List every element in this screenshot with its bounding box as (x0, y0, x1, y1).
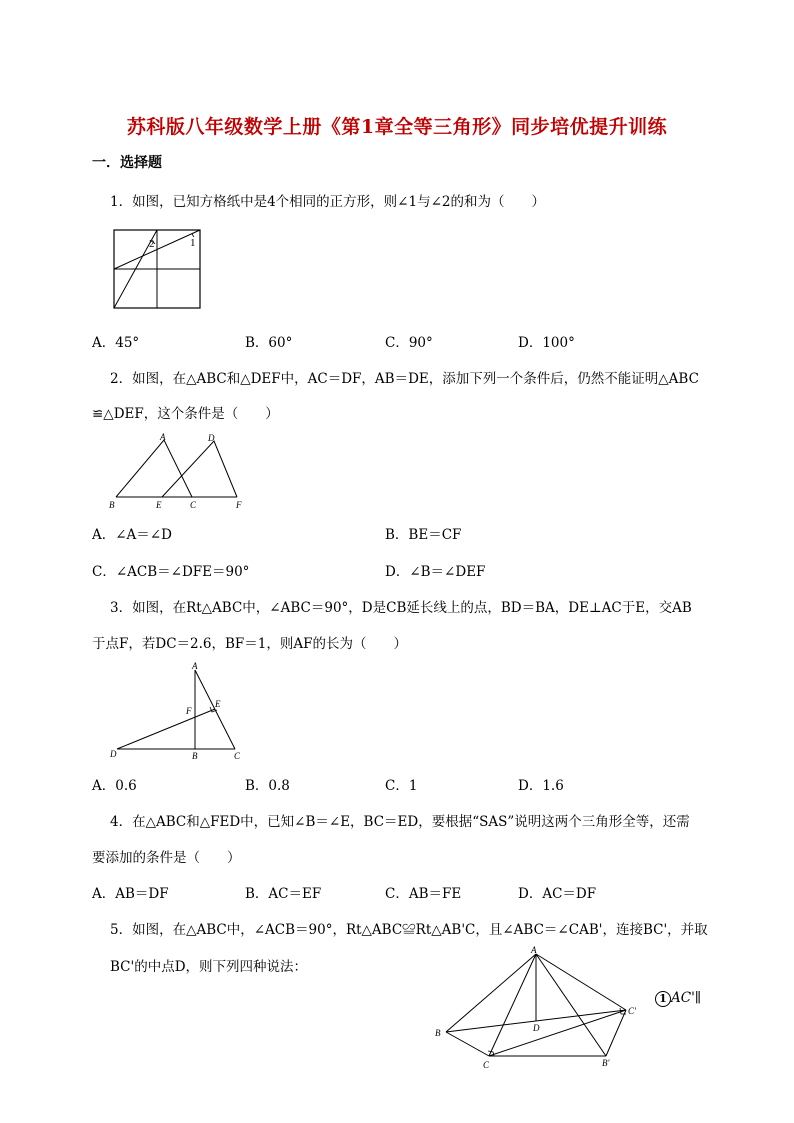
q4-option-d[interactable]: D．AC＝DF (518, 886, 597, 902)
question-2-line-1: 2．如图，在△ABC和△DEF中，AC＝DF，AB＝DE，添加下列一个条件后，仍然不能证明△ABC (110, 371, 699, 387)
q3-label-c: C (234, 751, 241, 761)
segment-ac (489, 954, 536, 1056)
segment-cc-prime (489, 1010, 626, 1056)
question-5-line-2: BC'的中点D，则下列四种说法： (110, 959, 308, 975)
q4-option-a[interactable]: A．AB＝DF (92, 886, 169, 902)
statement-1 (655, 990, 701, 1007)
q2-option-d[interactable]: D．∠B＝∠DEF (385, 564, 486, 580)
q2-label-c: C (190, 500, 197, 510)
q3-label-e: E (215, 699, 221, 709)
q1-option-d[interactable]: D．100° (518, 335, 575, 351)
segment-b-prime-c-prime (606, 1010, 626, 1056)
q4-option-c[interactable]: C．AB＝FE (385, 886, 462, 902)
section-heading: 一．选择题 (92, 155, 162, 171)
q3-label-f: F (186, 706, 192, 716)
question-5-line-1: 5．如图，在△ABC中，∠ACB＝90°，Rt△ABC≌Rt△AB'C，且∠ABC＝∠CAB'，连接BC'，并取 (110, 922, 708, 938)
question-2-figure (104, 430, 254, 512)
q5-label-b: B (435, 1028, 441, 1038)
triangle-abc (116, 440, 192, 497)
q3-option-b[interactable]: B．0.8 (245, 778, 290, 794)
q3-option-d[interactable]: D．1.6 (518, 778, 564, 794)
triangle-def (162, 441, 237, 497)
question-2-line-2: ≌△DEF，这个条件是（ ） (92, 406, 279, 422)
question-4-line-2: 要添加的条件是（ ） (92, 850, 241, 866)
question-3-line-2: 于点F，若DC＝2.6，BF＝1，则AF的长为（ ） (92, 636, 407, 652)
question-4-line-1: 4．在△ABC和△FED中，已知∠B＝∠E，BC＝ED，要根据“SAS”说明这两个三角形全等，还需 (110, 814, 690, 830)
q5-label-d: D (533, 1023, 540, 1033)
q5-label-b-prime: B' (602, 1058, 610, 1068)
q5-label-c-prime: C' (628, 1006, 636, 1016)
segment-bc (446, 1032, 489, 1056)
segment-ab (446, 954, 536, 1032)
statement-1-text: AC'∥ (671, 990, 702, 1006)
q2-option-c[interactable]: C．∠ACB＝∠DFE＝90° (92, 564, 250, 580)
q2-label-d: D (208, 433, 215, 443)
q4-option-b[interactable]: B．AC＝EF (245, 886, 322, 902)
question-3-line-1: 3．如图，在Rt△ABC中，∠ABC＝90°，D是CB延长线上的点，BD＝BA，DE⊥AC于E，交AB (110, 600, 692, 616)
angle-1-label: 1 (190, 237, 196, 249)
question-5-figure (430, 944, 650, 1072)
q2-option-b[interactable]: B．BE＝CF (385, 527, 462, 543)
q3-option-a[interactable]: A．0.6 (92, 778, 137, 794)
angle-2-label: 2 (149, 238, 155, 250)
q2-label-b: B (109, 500, 115, 510)
q3-label-a: A (192, 661, 198, 671)
q3-label-b: B (192, 751, 198, 761)
question-3-figure (108, 660, 248, 764)
q3-option-c[interactable]: C．1 (385, 778, 418, 794)
question-1-text: 1．如图，已知方格纸中是4个相同的正方形，则∠1与∠2的和为（ ） (110, 194, 545, 210)
segment-de (117, 709, 215, 749)
q2-option-a[interactable]: A．∠A＝∠D (92, 527, 172, 543)
q2-label-f: F (236, 500, 242, 510)
q2-label-e: E (156, 500, 162, 510)
segment-ac-prime (536, 954, 626, 1010)
q5-label-c: C (483, 1060, 490, 1070)
page-title: 苏科版八年级数学上册《第1章全等三角形》同步培优提升训练 (126, 116, 668, 138)
q3-label-d: D (110, 749, 117, 759)
q5-label-a: A (531, 945, 537, 955)
q1-option-c[interactable]: C．90° (385, 335, 433, 351)
q1-option-b[interactable]: B．60° (245, 335, 293, 351)
q2-label-a: A (160, 432, 166, 442)
question-1-figure (112, 228, 204, 312)
statement-number-badge: 1 (655, 991, 671, 1007)
segment-ab-prime (536, 954, 606, 1056)
q1-option-a[interactable]: A．45° (92, 335, 140, 351)
